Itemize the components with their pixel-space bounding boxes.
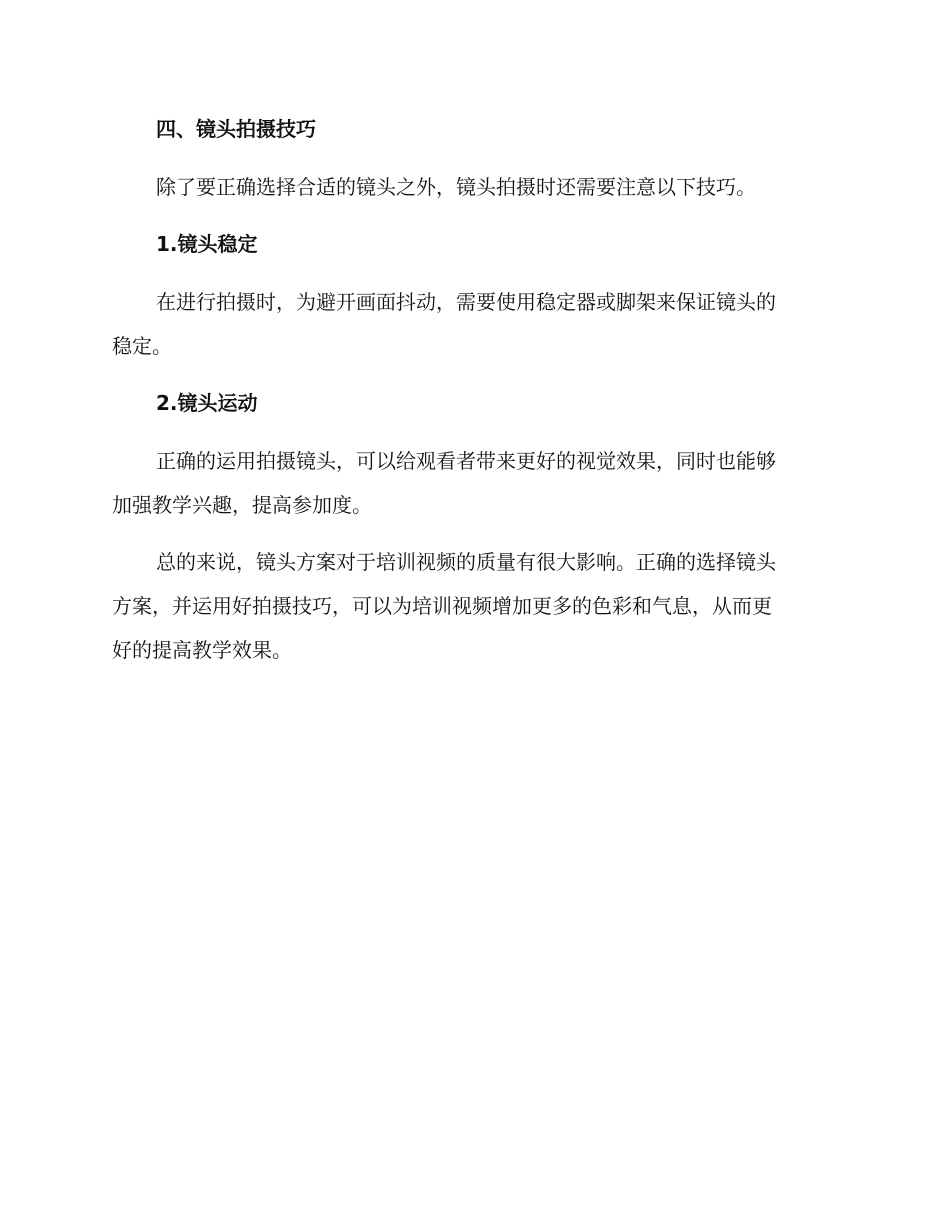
- stability-paragraph-line-1: 在进行拍摄时，为避开画面抖动，需要使用稳定器或脚架来保证镜头的: [156, 290, 776, 314]
- conclusion-paragraph-line-2: 方案，并运用好拍摄技巧，可以为培训视频增加更多的色彩和气息，从而更: [112, 594, 772, 618]
- conclusion-paragraph-line-3: 好的提高教学效果。: [112, 638, 292, 662]
- intro-paragraph: 除了要正确选择合适的镜头之外，镜头拍摄时还需要注意以下技巧。: [156, 175, 756, 199]
- conclusion-paragraph-line-1: 总的来说，镜头方案对于培训视频的质量有很大影响。正确的选择镜头: [156, 550, 776, 574]
- section-heading: 四、镜头拍摄技巧: [156, 117, 316, 141]
- movement-paragraph-line-2: 加强教学兴趣，提高参加度。: [112, 493, 372, 517]
- stability-paragraph-line-2: 稳定。: [112, 334, 172, 358]
- subheading-stability: 1.镜头稳定: [156, 232, 258, 256]
- subheading-movement: 2.镜头运动: [156, 391, 258, 415]
- movement-paragraph-line-1: 正确的运用拍摄镜头，可以给观看者带来更好的视觉效果，同时也能够: [156, 449, 776, 473]
